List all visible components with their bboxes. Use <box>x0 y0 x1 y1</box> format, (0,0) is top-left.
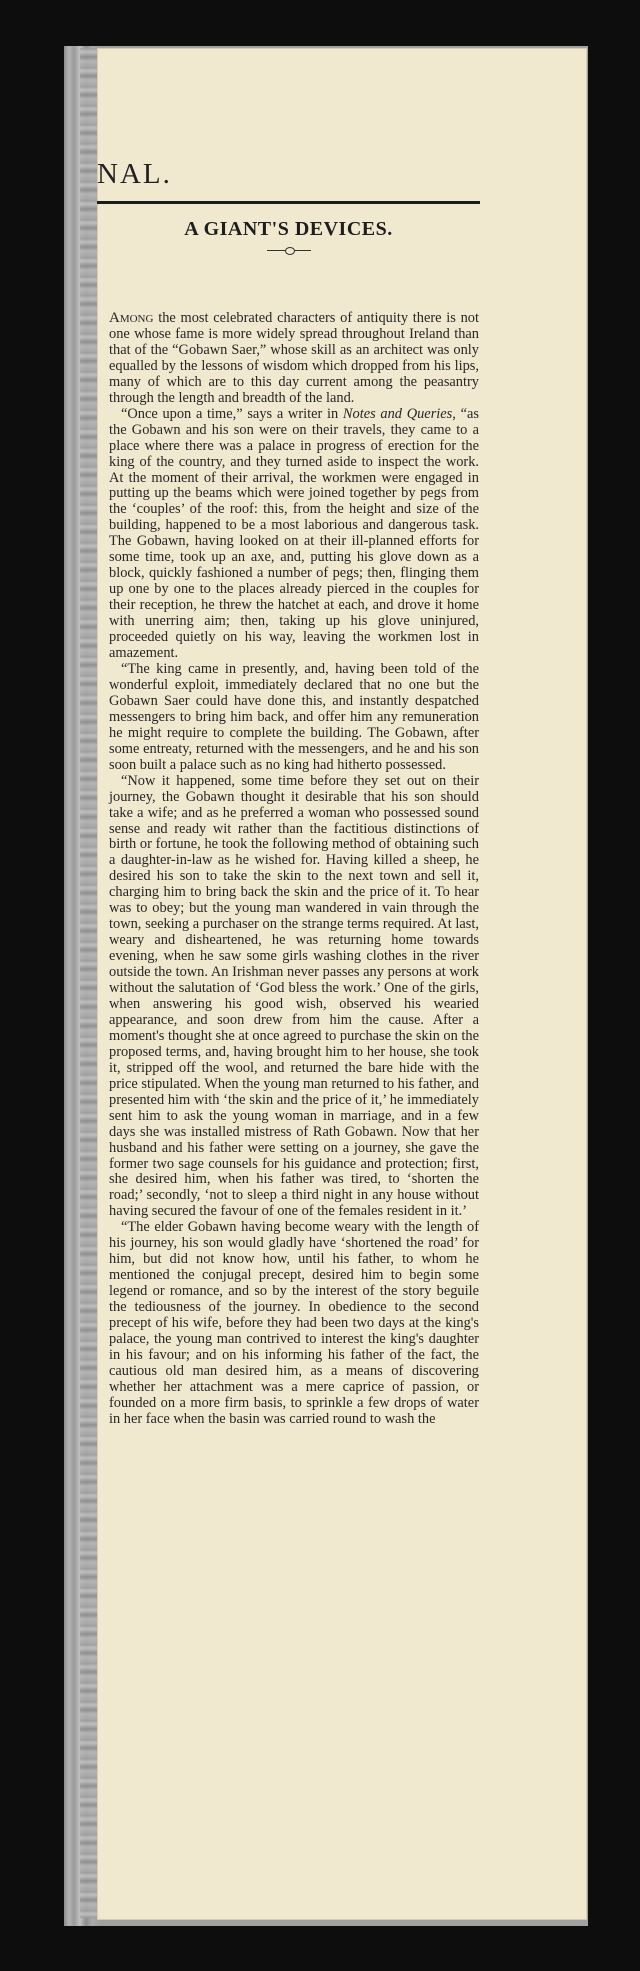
newspaper-clipping <box>97 48 587 1920</box>
paragraph-pre: “Once upon a time,” says a writer in <box>121 405 343 422</box>
italic-source: Notes and Queries, <box>342 405 456 422</box>
paragraph-2 <box>109 407 479 662</box>
paragraph-text: “Now it happened, some time before they set out on their journey, the Gobawn thought it desirable that his son should take a wife; and as he preferred a woman who possessed sound sense and ready wit rather than the factitious distinctions of birth or fortune, he took the following method of obtaining such a daughter-in-law as he wished for. Having killed a sheep, he desired his son to take the skin to the next town and sell it, charging him to bring back the skin and the price of it. To hear was to obey; but the young man wandered in vain through the town, seeking a purchaser on the strange terms required. At last, weary and disheartened, he was returning home towards evening, when he saw some girls washing clothes in the river outside the town. An Irishman never passes any persons at work without the salutation of ‘God bless the work.’ One of the girls, when answering his good wish, observed his wearied appearance, and soon drew from him the cause. After a moment's thought she at once agreed to purchase the skin on the proposed terms, and, having brought him to her house, she took it, stripped off the wool, and returned the bare hide with the price stipulated. When the young man returned to his father, and presented him with ‘the skin and the price of it,’ he immediately sent him to ask the young woman in marriage, and in a few days she was installed mistress of Rath Gobawn. Now that her husband and his father were setting on a journey, she gave the former two sage counsels for his guidance and protection; first, she desired him, when his father was tired, to ‘shorten the road;’ secondly, ‘not to sleep a third night in any house without having secured the favour of one of the females resident in it.’ <box>109 772 480 1220</box>
article-body <box>109 311 479 1428</box>
paragraph-text: “as the Gobawn and his son were on their travels, they came to a place where there was a palace in progress of erection for the king of the country, and they turned aside to inspect the work. At the moment of their arrival, the workmen were engaged in putting up the beams which were joined together by pegs from the ‘couples’ of the roof: this, from the height and size of the building, happened to be a most laborious and dangerous task. The Gobawn, having looked on at their ill-planned efforts for some time, took up an axe, and, putting his glove down as a block, quickly fashioned a number of pegs; then, flinging them up one by one to the places already pierced in the couples for their reception, he threw the hatchet at each, and drove it home with unerring aim; then, taking up his glove uninjured, proceeded quietly on his way, leaving the workmen lost in amazement. <box>109 405 479 662</box>
article-title: A GIANT'S DEVICES. <box>184 218 393 240</box>
ornament-dot <box>285 247 295 255</box>
paragraph-4 <box>109 774 479 1221</box>
paragraph-1 <box>109 311 479 407</box>
paragraph-3 <box>109 662 479 774</box>
paragraph-text: “The elder Gobawn having become weary with the length of his journey, his son would gladly have ‘shortened the road’ for him, but did not know how, until his father, to whom he mentioned the conjugal precept, desired him to begin some legend or romance, and so by the interest of the story beguile the tediousness of the journey. In obedience to the second precept of his wife, before they had been two days at the king's palace, the young man contrived to interest the king's daughter in his favour; and on his informing his father of the fact, the cautious old man desired him, as a means of discovering whether her attachment was a mere caprice of passion, or founded on a more firm basis, to sprinkle a few drops of water in her face when the basin was carried round to wash the <box>109 1219 479 1427</box>
paragraph-5 <box>109 1220 479 1427</box>
lead-word: Among <box>109 310 154 326</box>
paragraph-text: “The king came in presently, and, having been told of the wonderful exploit, immediately declared that no one but the Gobawn Saer could have done this, and instantly despatched messengers to bring him back, and offer him any remuneration he might require to complete the building. The Gobawn, after some entreaty, returned with the messengers, and he and his son soon built a palace such as no king had hitherto possessed. <box>109 660 479 773</box>
masthead-fragment: NAL. <box>97 158 172 190</box>
column-rule <box>97 201 480 204</box>
ornament-divider <box>267 246 311 254</box>
paragraph-text: the most celebrated characters of antiquity there is not one whose fame is more widely spread throughout Ireland than that of the “Gobawn Saer,” whose skill as an architect was only equalled by the lessons of wisdom which dropped from his lips, many of which are to this day current among the peasantry through the length and breadth of the land. <box>109 310 479 406</box>
